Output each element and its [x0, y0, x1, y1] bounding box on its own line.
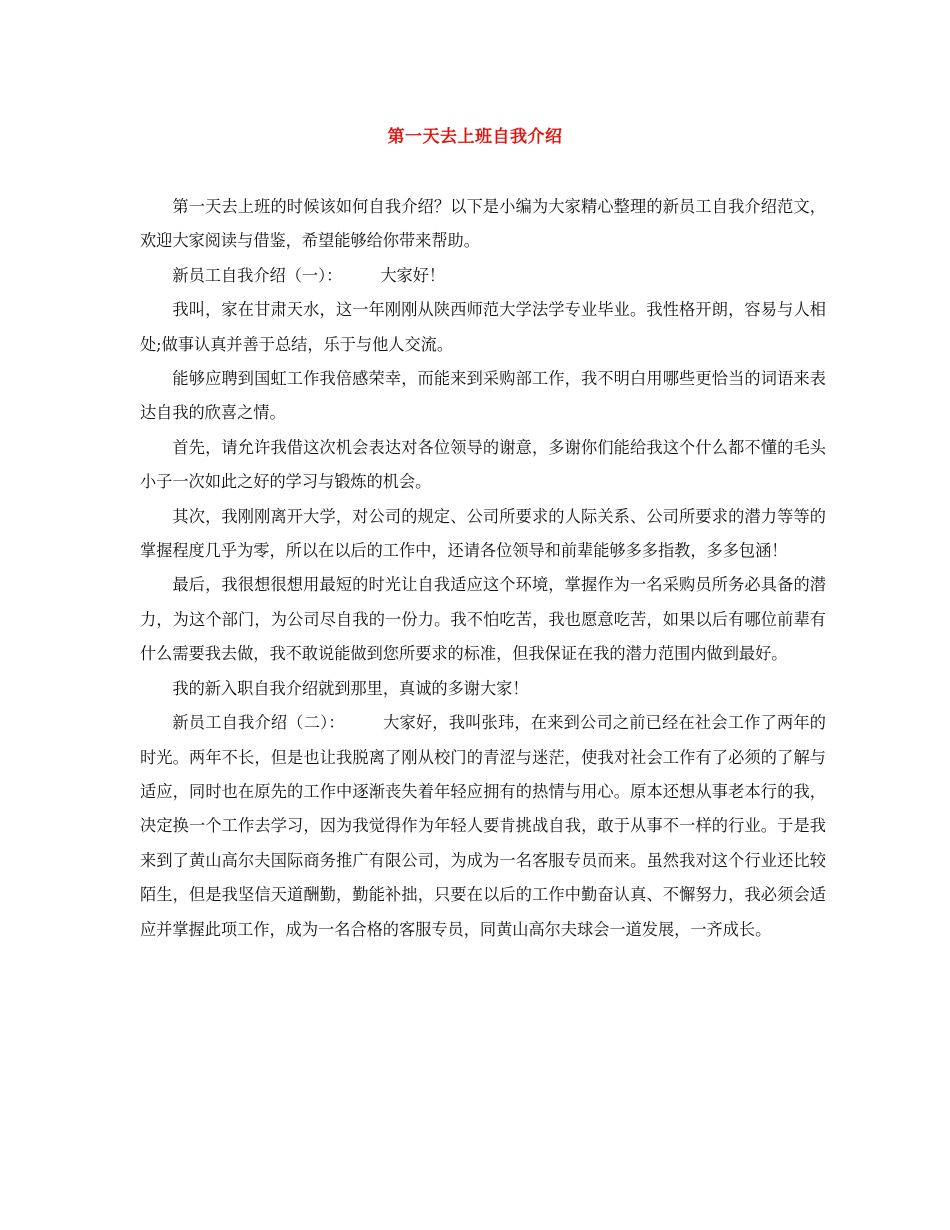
paragraph-text: 大家好，我叫张玮，在来到公司之前已经在社会工作了两年的时光。两年不长，但是也让我脱离了刚从校门的青涩与迷茫，使我对社会工作有了必须的了解与适应，同时也在原先的工作中逐渐丧失着年轻应拥有的热情与用心。原本还想从事老本行的我，决定换一个工作去学习，因为我觉得作为年轻人要肯挑战自我，敢于从事不一样的行业。于是我来到了黄山高尔夫国际商务推广有限公司，为成为一名客服专员而来。虽然我对这个行业还比较陌生，但是我坚信天道酬勤，勤能补拙，只要在以后的工作中勤奋认真、不懈努力，我必须会适应并掌握此项工作，成为一名合格的客服专员，同黄山高尔夫球会一道发展，一齐成长。 — [140, 713, 826, 939]
paragraph — [140, 362, 826, 431]
paragraph-text: 其次，我刚刚离开大学，对公司的规定、公司所要求的人际关系、公司所要求的潜力等等的掌握程度几乎为零，所以在以后的工作中，还请各位领导和前辈能够多多指教，多多包涵！ — [140, 506, 826, 561]
document-title: 第一天去上班自我介绍 — [387, 127, 563, 147]
paragraph — [140, 500, 826, 569]
paragraph-intro — [140, 190, 826, 259]
paragraph-text: 我叫，家在甘肃天水，这一年刚刚从陕西师范大学法学专业毕业。我性格开朗，容易与人相处;做事认真并善于总结，乐于与他人交流。 — [140, 300, 826, 354]
paragraph — [140, 431, 826, 500]
paragraph-section-one-heading — [140, 259, 826, 293]
paragraph-section-two — [140, 706, 826, 947]
paragraph — [140, 672, 826, 706]
paragraph-text: 大家好！ — [380, 265, 446, 285]
paragraph — [140, 568, 826, 671]
paragraph-text: 第一天去上班的时候该如何自我介绍？以下是小编为大家精心整理的新员工自我介绍范文，欢迎大家阅读与借鉴，希望能够给你带来帮助。 — [140, 197, 826, 251]
paragraph-text: 能够应聘到国虹工作我倍感荣幸，而能来到采购部工作，我不明白用哪些更恰当的词语来表达自我的欣喜之情。 — [140, 369, 826, 423]
paragraph — [140, 293, 826, 362]
section-lead: 新员工自我介绍（一）： — [172, 265, 343, 285]
document-body — [140, 190, 826, 947]
paragraph-text: 最后，我很想很想用最短的时光让自我适应这个环境，掌握作为一名采购员所务必具备的潜力，为这个部门，为公司尽自我的一份力。我不怕吃苦，我也愿意吃苦，如果以后有哪位前辈有什么需要我去做，我不敢说能做到您所要求的标准，但我保证在我的潜力范围内做到最好。 — [140, 575, 826, 664]
paragraph-text: 首先，请允许我借这次机会表达对各位领导的谢意，多谢你们能给我这个什么都不懂的毛头小子一次如此之好的学习与锻炼的机会。 — [140, 437, 826, 492]
paragraph-text: 我的新入职自我介绍就到那里，真诚的多谢大家！ — [172, 678, 529, 698]
section-lead: 新员工自我介绍（二）： — [172, 713, 345, 733]
